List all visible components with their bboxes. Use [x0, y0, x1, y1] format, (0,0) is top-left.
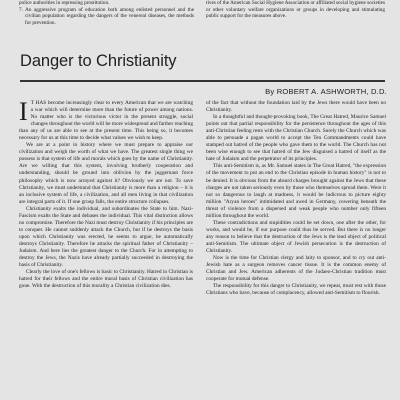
- article-paragraph: The responsibility for this danger to Christianity, we repeat, must rest with those Christians who have, because of complacency, allowed anti-Semitism to flourish.: [206, 283, 386, 297]
- article-title: Danger to Christianity: [20, 52, 177, 70]
- article-left-column: [19, 100, 193, 396]
- article-right-column: [206, 100, 386, 396]
- article-paragraph: [19, 100, 193, 142]
- article-paragraph: We are at a point in history where we must prepare to appraise our civilization and weigh the worth of what we have. The greatest single thing we possess is that system of life and morals which goes by the name of Christianity. Are we willing that this system, involving brotherly cooperation and understanding, should be ground into oblivion by the juggernaut force philosophy which is now arrayed against it? Obviously we are not. To save Christianity, we must understand that Christianity is more than a religion – it is an inclusive system of life, a civilization, and all men living in that civilization are integral parts of it. If one group falls, the entire structure collapses.: [19, 142, 193, 205]
- article-paragraph: These contradictions and stupidities could be set down, one after the other, for works, and would be, if our purpose could thus be served. But there is no longer any reason to believe that the destruction of the Jews is the lead object of political anti-Semitism. The ultimate object of Jewish persecution is the destruction of Christianity.: [206, 219, 386, 254]
- article-paragraph: Christianity exalts the individual, and subordinates the State to him. Nazi-Fascism exalts the State and debases the individual. This vital distinction allows no compromise. Therefore the Nazi must destroy Christianity if his principles are to conquer. He cannot suddenly attack the Church, but if he destroys the basis upon which Christianity was erected, he seems to argue, he automatically destroys Christianity. Therefore he attacks the spiritual father of Christianity – Judaism. And here lies the greatest danger to the Church. For in attempting to destroy the Jews, the Nazis have already partially succeeded in destroying the basis of Christianity.: [19, 205, 193, 269]
- title-divider: [20, 80, 385, 82]
- previous-article-right-column: [206, 0, 385, 42]
- previous-article-text: police authorities in repressing prostitution.: [19, 0, 110, 6]
- previous-article-left-column: [19, 0, 194, 42]
- article-paragraph: of the fact that without the foundation laid by the Jews there would have been no Christianity.: [206, 100, 386, 114]
- article-paragraph-text: T HAS become increasingly clear to every American that we are watching a war which will determine more than the future of power among nations. No matter who is the victorious victor in the present struggle, social changes throughout the world will be more widespread and farther reaching than any of us are able to see at the present time. This being so, it becomes necessary for us at this time to decide what values we wish to keep.: [19, 100, 193, 142]
- article-paragraph: Clearly the love of one's fellows is basic to Christianity. Hatred in Christian is hatred for their fellows and the entire moral basis of Christian civilization has gone. With the destruction of this morality a Christian civilization dies.: [19, 269, 193, 290]
- previous-article-list-item: 7. An aggressive program of education both among enlisted personnel and the civilian population regarding the dangers of the venereal diseases, the methods for prevention.: [19, 6, 194, 27]
- article-paragraph: This anti-Semitism is, as Mr. Samuel states in The Great Hatred, "the expression of the movement to put an end to the Christian episode in human history" is not to be denied. It is obvious from the absurd charges brought against the Jews that these charges are not taken seriously even by those who themselves spread them. Were it not so dangerous to laugh at madness, it would be ludicrous to picture eighty million "Aryan heroes" intimidated and awed in Germany, cowering beneath the threat of violence from a dispersed and weak people who number only fifteen million throughout the world.: [206, 163, 386, 219]
- previous-article-text: tives of the American Social Hygiene Association or affiliated social hygiene societies or other voluntary welfare organizations or groups in developing and stimulating public support for the measures above.: [206, 0, 385, 20]
- article-paragraph: In a thoughtful and thought-provoking book, The Great Hatred, Maurice Samuel points out that partial responsibility for the persistence throughout the ages of this anti-Christian feeling rests with the Christian Church. Surely the Church which was able to persuade a pagan world to accept the Ten Commandments could have stamped out hatred of the people who gave them to the world. The Church has not been wise enough to see that hatred of the Jew disguised a hatred of itself as the hate of Judaism and the perpetrator of its principles.: [206, 114, 386, 163]
- article-paragraph: Now is the time for Christian clergy and laity to sponsor, and to cry out anti-Jewish hate as a surgeon removes cancer tissue. It is the common enemy of Christian and Jew. American adherents of the Judaeo-Christian tradition must cooperate for mutual defense.: [206, 255, 386, 283]
- drop-cap: I: [19, 100, 28, 126]
- article-byline: By ROBERT A. ASHWORTH, D.D.: [265, 87, 387, 96]
